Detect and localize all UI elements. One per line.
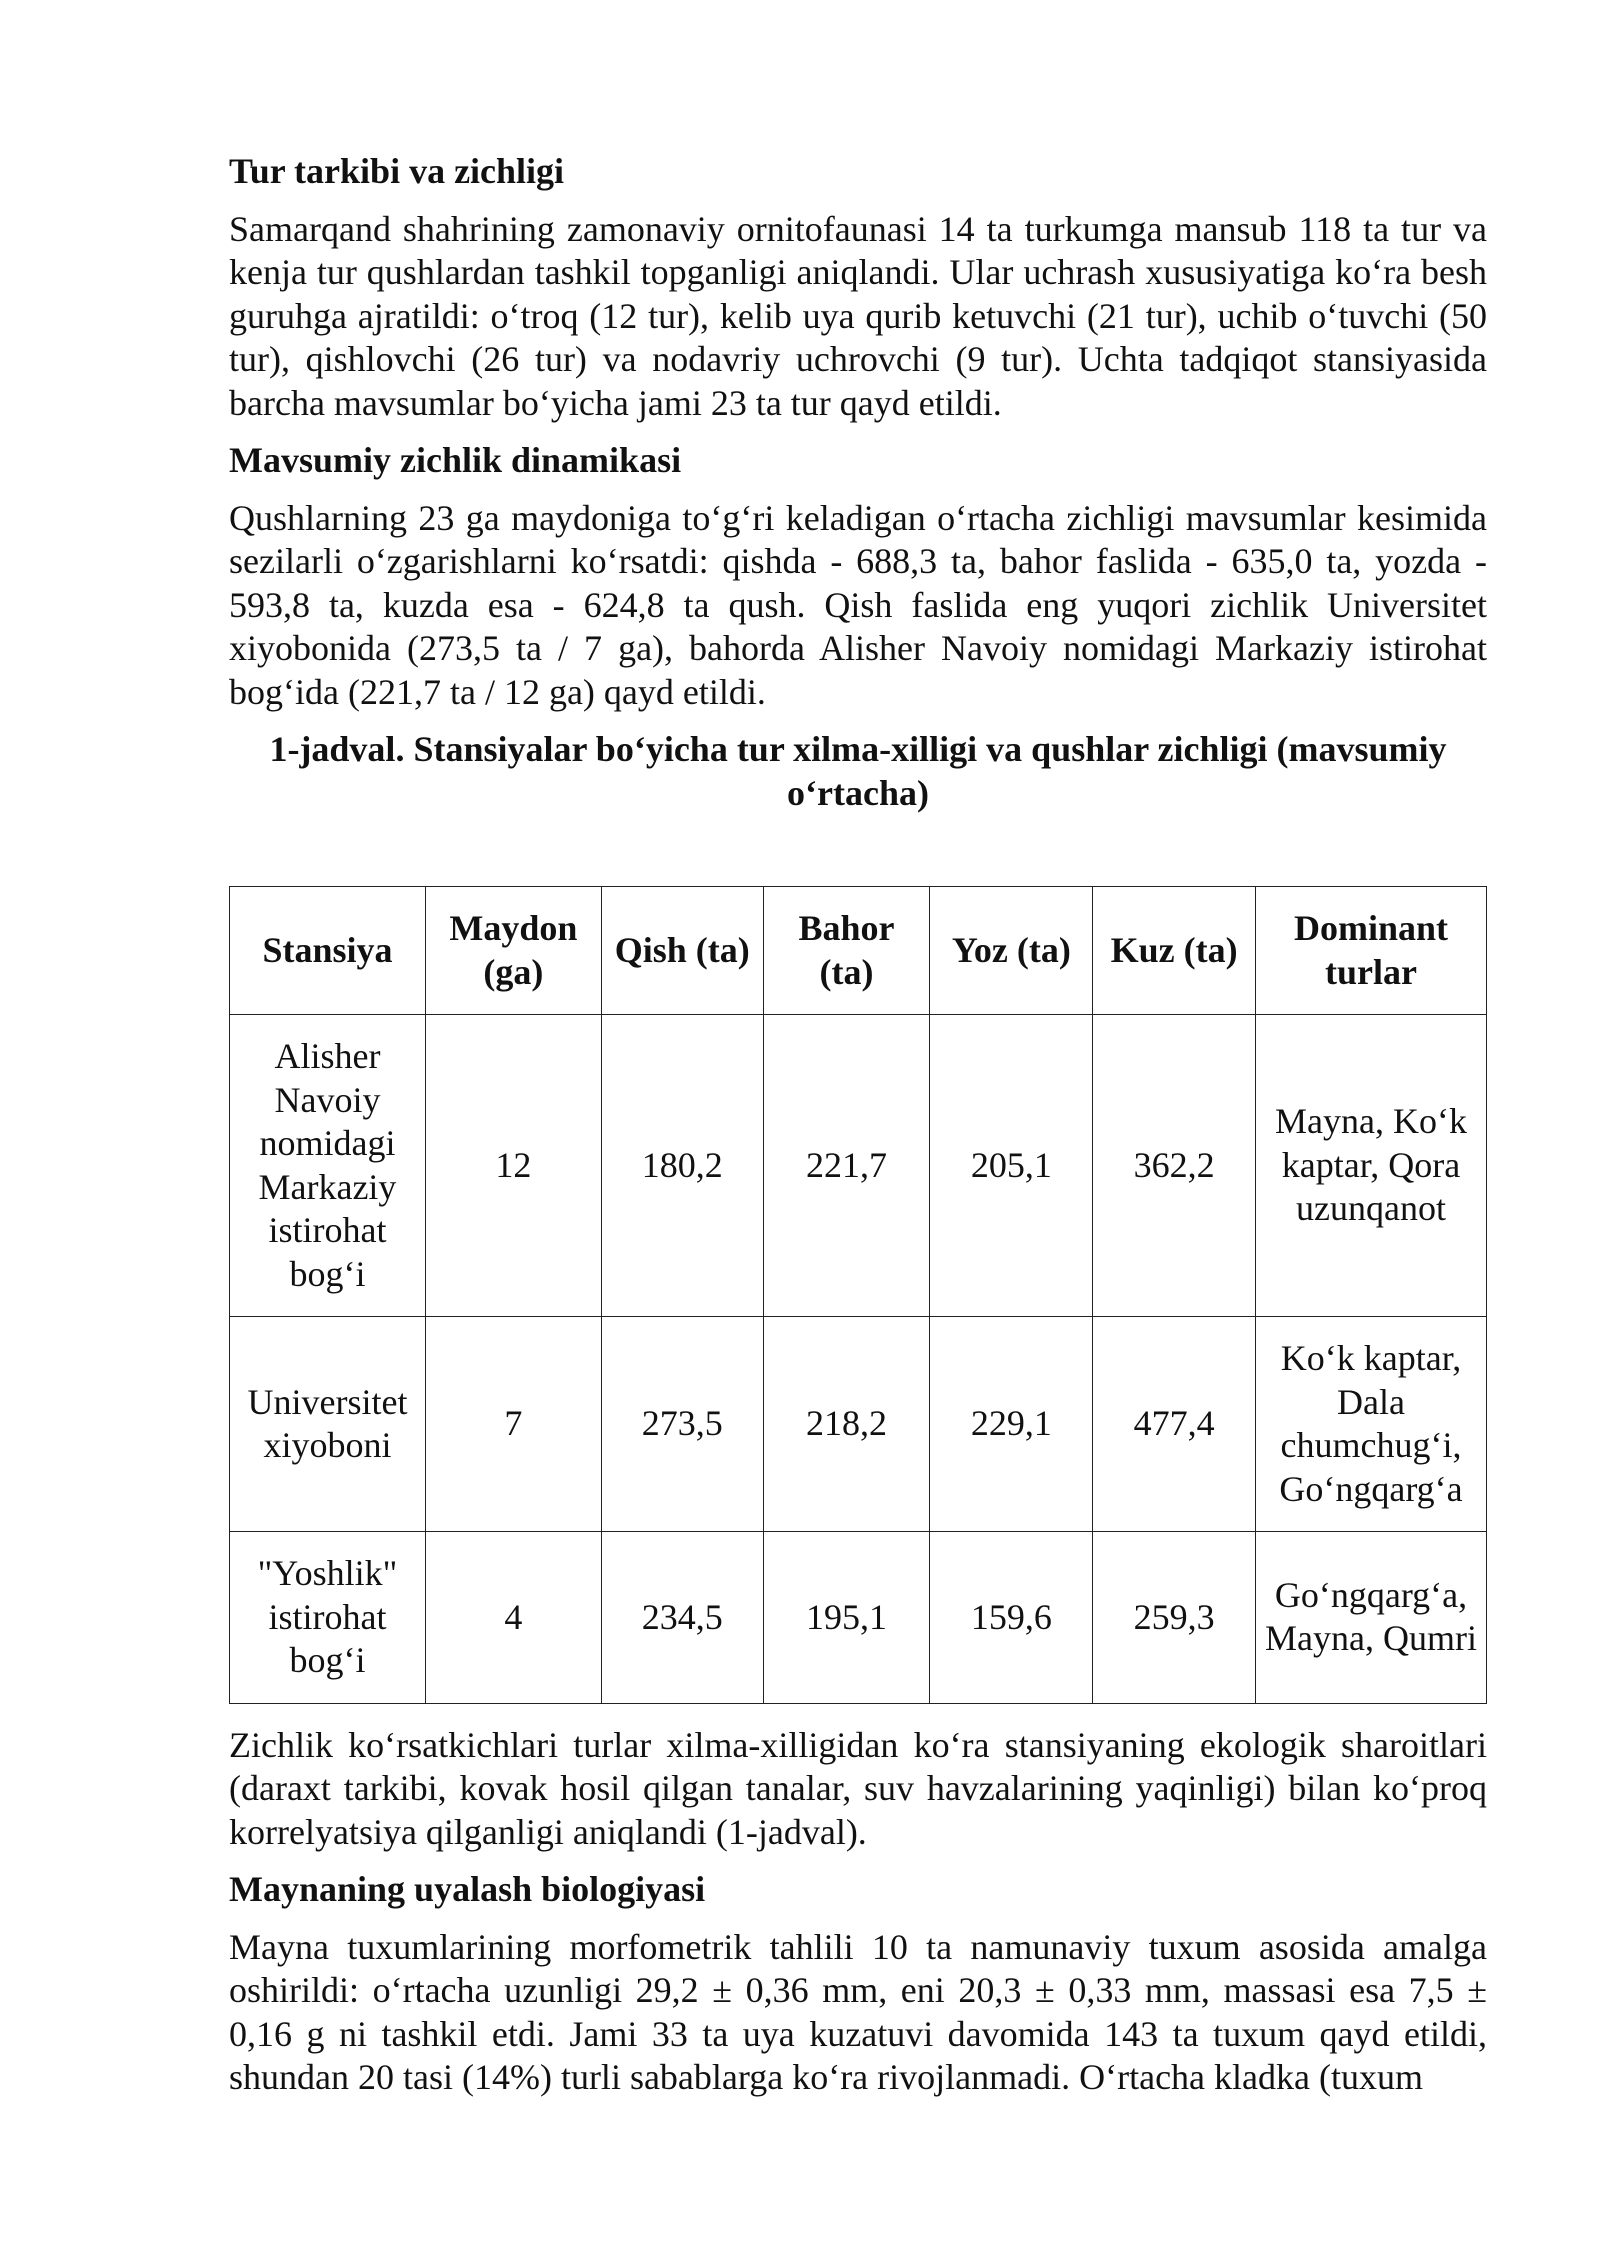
paragraph-species-composition: Samarqand shahrining zamonaviy ornitofaunasi 14 ta turkumga mansub 118 ta tur va kenja tur qushlardan tashkil topganligi aniqlandi. Ular uchrash xususiyatiga ko‘ra besh guruhga ajratildi: o‘troq (12 tur), kelib uya qurib ketuvchi (21 tur), uchib o‘tuvchi (50 tur), qishlovchi (26 tur) va nodavriy uchrovchi (9 tur). Uchta tadqiqot stansiyasida barcha mavsumlar bo‘yicha jami 23 ta tur qayd etildi. — [229, 208, 1487, 423]
cell-winter: 234,5 — [601, 1532, 763, 1704]
cell-dominant-species: Ko‘k kaptar, Dala chumchug‘i, Go‘ngqarg‘a — [1256, 1317, 1487, 1532]
paragraph-seasonal-density: Qushlarning 23 ga maydoniga to‘g‘ri keladigan o‘rtacha zichligi mavsumlar kesimida sezilarli o‘zgarishlarni ko‘rsatdi: qishda - 688,3 ta, bahor faslida - 635,0 ta, yozda - 593,8 ta, kuzda esa - 624,8 ta qush. Qish faslida eng yuqori zichlik Universitet xiyobonida (273,5 ta / 7 ga), bahorda Alisher Navoiy nomidagi Markaziy istirohat bog‘ida (221,7 ta / 12 ga) qayd etildi. — [229, 497, 1487, 712]
cell-station: Alisher Navoiy nomidagi Markaziy istirohat bog‘i — [230, 1015, 426, 1317]
cell-station: "Yoshlik" istirohat bog‘i — [230, 1532, 426, 1704]
cell-summer: 159,6 — [930, 1532, 1093, 1704]
column-header-summer: Yoz (ta) — [930, 887, 1093, 1015]
cell-area: 12 — [425, 1015, 601, 1317]
cell-spring: 195,1 — [763, 1532, 930, 1704]
cell-winter: 180,2 — [601, 1015, 763, 1317]
document-page — [229, 150, 1487, 2114]
stations-density-table — [229, 886, 1487, 1704]
paragraph-nesting-biology: Mayna tuxumlarining morfometrik tahlili 10 ta namunaviy tuxum asosida amalga oshirildi: o‘rtacha uzunligi 29,2 ± 0,36 mm, eni 20,3 ± 0,33 mm, massasi esa 7,5 ± 0,16 g ni tashkil etdi. Jami 33 ta uya kuzatuvi davomida 143 ta tuxum qayd etildi, shundan 20 tasi (14%) turli sabablarga ko‘ra rivojlanmadi. O‘rtacha kladka (tuxum — [229, 1926, 1487, 2097]
cell-station: Universitet xiyoboni — [230, 1317, 426, 1532]
table-caption: 1-jadval. Stansiyalar bo‘yicha tur xilma-xilligi va qushlar zichligi (mavsumiy o‘rtacha) — [269, 729, 1447, 813]
cell-winter: 273,5 — [601, 1317, 763, 1532]
column-header-winter: Qish (ta) — [601, 887, 763, 1015]
column-header-area: Maydon (ga) — [425, 887, 601, 1015]
column-header-autumn: Kuz (ta) — [1093, 887, 1256, 1015]
table-row — [230, 1532, 1487, 1704]
cell-autumn: 477,4 — [1093, 1317, 1256, 1532]
table-row — [230, 1015, 1487, 1317]
cell-autumn: 362,2 — [1093, 1015, 1256, 1317]
table-header-row — [230, 887, 1487, 1015]
cell-spring: 221,7 — [763, 1015, 930, 1317]
cell-summer: 205,1 — [930, 1015, 1093, 1317]
section-heading-seasonal-density: Mavsumiy zichlik dinamikasi — [229, 440, 682, 480]
table-row — [230, 1317, 1487, 1532]
section-heading-species-composition: Tur tarkibi va zichligi — [229, 151, 565, 191]
column-header-dominant-species: Dominant turlar — [1256, 887, 1487, 1015]
section-heading-nesting-biology: Maynaning uyalash biologiyasi — [229, 1869, 706, 1909]
paragraph-after-table: Zichlik ko‘rsatkichlari turlar xilma-xilligidan ko‘ra stansiyaning ekologik sharoitlari (daraxt tarkibi, kovak hosil qilgan tanalar, suv havzalarining yaqinligi) bilan ko‘proq korrelyatsiya qilganligi aniqlandi (1-jadval). — [229, 1724, 1487, 1852]
cell-autumn: 259,3 — [1093, 1532, 1256, 1704]
cell-summer: 229,1 — [930, 1317, 1093, 1532]
cell-spring: 218,2 — [763, 1317, 930, 1532]
cell-area: 7 — [425, 1317, 601, 1532]
cell-dominant-species: Mayna, Ko‘k kaptar, Qora uzunqanot — [1256, 1015, 1487, 1317]
column-header-station: Stansiya — [230, 887, 426, 1015]
cell-area: 4 — [425, 1532, 601, 1704]
cell-dominant-species: Go‘ngqarg‘a, Mayna, Qumri — [1256, 1532, 1487, 1704]
column-header-spring: Bahor (ta) — [763, 887, 930, 1015]
